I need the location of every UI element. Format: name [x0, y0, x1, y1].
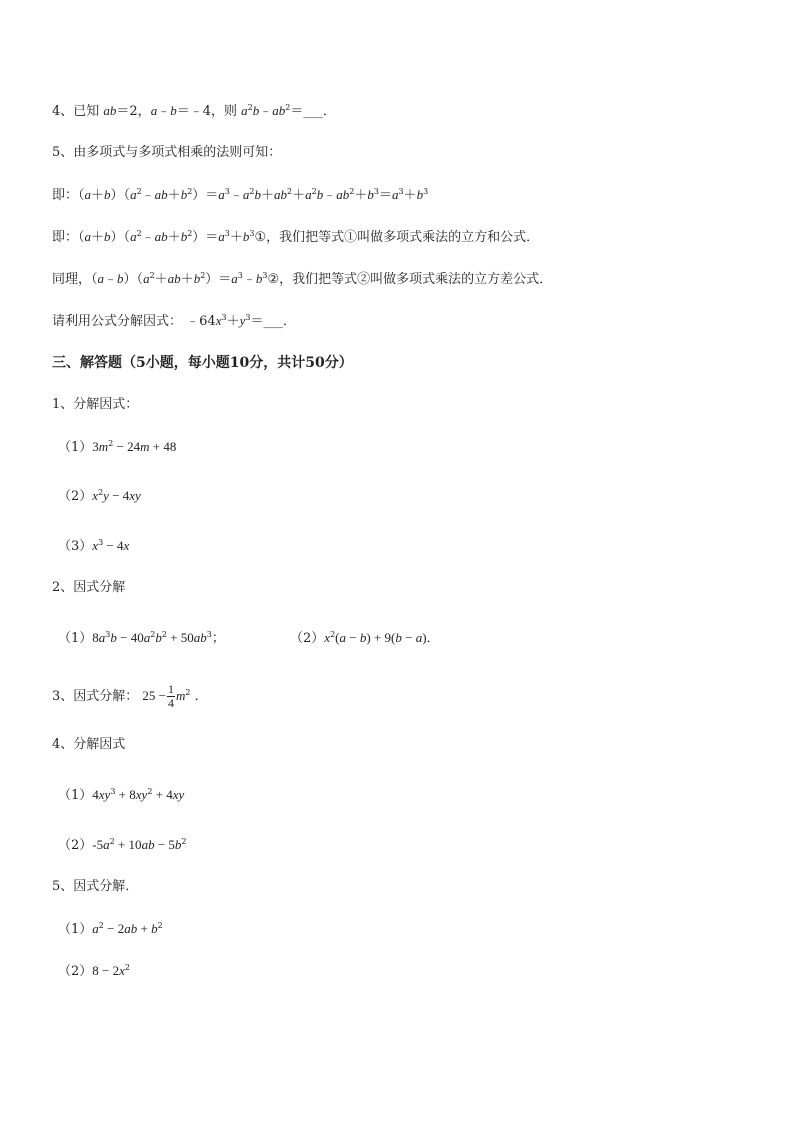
problem-1-part-3: $(3)x^3 - 4x$: [58, 538, 130, 554]
problem-2-title: 2、因式分解: [52, 580, 126, 595]
difference-of-cubes-line: 同理，$(a﹣b)(a^2+ab+b^2)=a^3﹣b^3②$，我们把等式②叫做多项式乘法的立方差公式．: [52, 271, 553, 287]
section-heading: 三、解答题（5小题，每小题10分，共计50分）: [52, 355, 353, 371]
problem-4-part-2: $(2)-5a^2 + 10ab - 5b^2$: [58, 837, 187, 853]
factor-request-line: 请利用公式分解因式： $﹣64x^3+y^3=\_\_\_$．: [52, 313, 296, 329]
problem-4-part-1: $(1)4xy^3 + 8xy^2 + 4xy$: [58, 787, 185, 803]
problem-5-title: 5、因式分解．: [52, 879, 139, 894]
problem-2-part-1: $(1)8a^3b - 40a^2b^2 + 50ab^3$；: [58, 630, 225, 646]
problem-1-part-1: $(1)3m^2 - 24m + 48$: [58, 439, 177, 455]
problem-5-part-1: $(1)a^2 - 2ab + b^2$: [58, 921, 163, 937]
sum-of-cubes-line: 即：$(a+b)(a^2﹣ab+b^2)=a^3+b^3①$，我们把等式①叫做多项式乘法的立方和公式．: [52, 229, 540, 245]
fill-question-5-intro: 5、由多项式与多项式相乘的法则可知：: [52, 145, 282, 160]
expansion-line: 即：$(a+b)(a^2﹣ab+b^2)=a^3﹣a^2b+ab^2+a^2b﹣ab^2+b^3=a^3+b^3$: [52, 187, 429, 203]
problem-5-part-2: $(2)8 - 2x^2$: [58, 963, 130, 979]
math-ab: ab: [103, 103, 117, 118]
fraction-one-quarter: $\frac{1}{4}$: [168, 682, 175, 710]
problem-1-title: 1、分解因式：: [52, 397, 139, 412]
problem-3: 3、因式分解： 25 − $\frac{1}{4}$ $m^2$ ．: [52, 682, 208, 710]
problem-1-part-2: $(2)x^2y - 4xy$: [58, 488, 141, 504]
fill-question-4: 4、已知 ab＝2，a﹣b＝﹣4，则 $a^2b﹣ab^2=\_\_\_$．: [52, 103, 336, 119]
question-number: 4、已知: [52, 104, 104, 119]
problem-2-part-2: $(2)x^2(a - b) + 9(b - a)$．: [290, 630, 440, 646]
problem-4-title: 4、分解因式: [52, 737, 126, 752]
